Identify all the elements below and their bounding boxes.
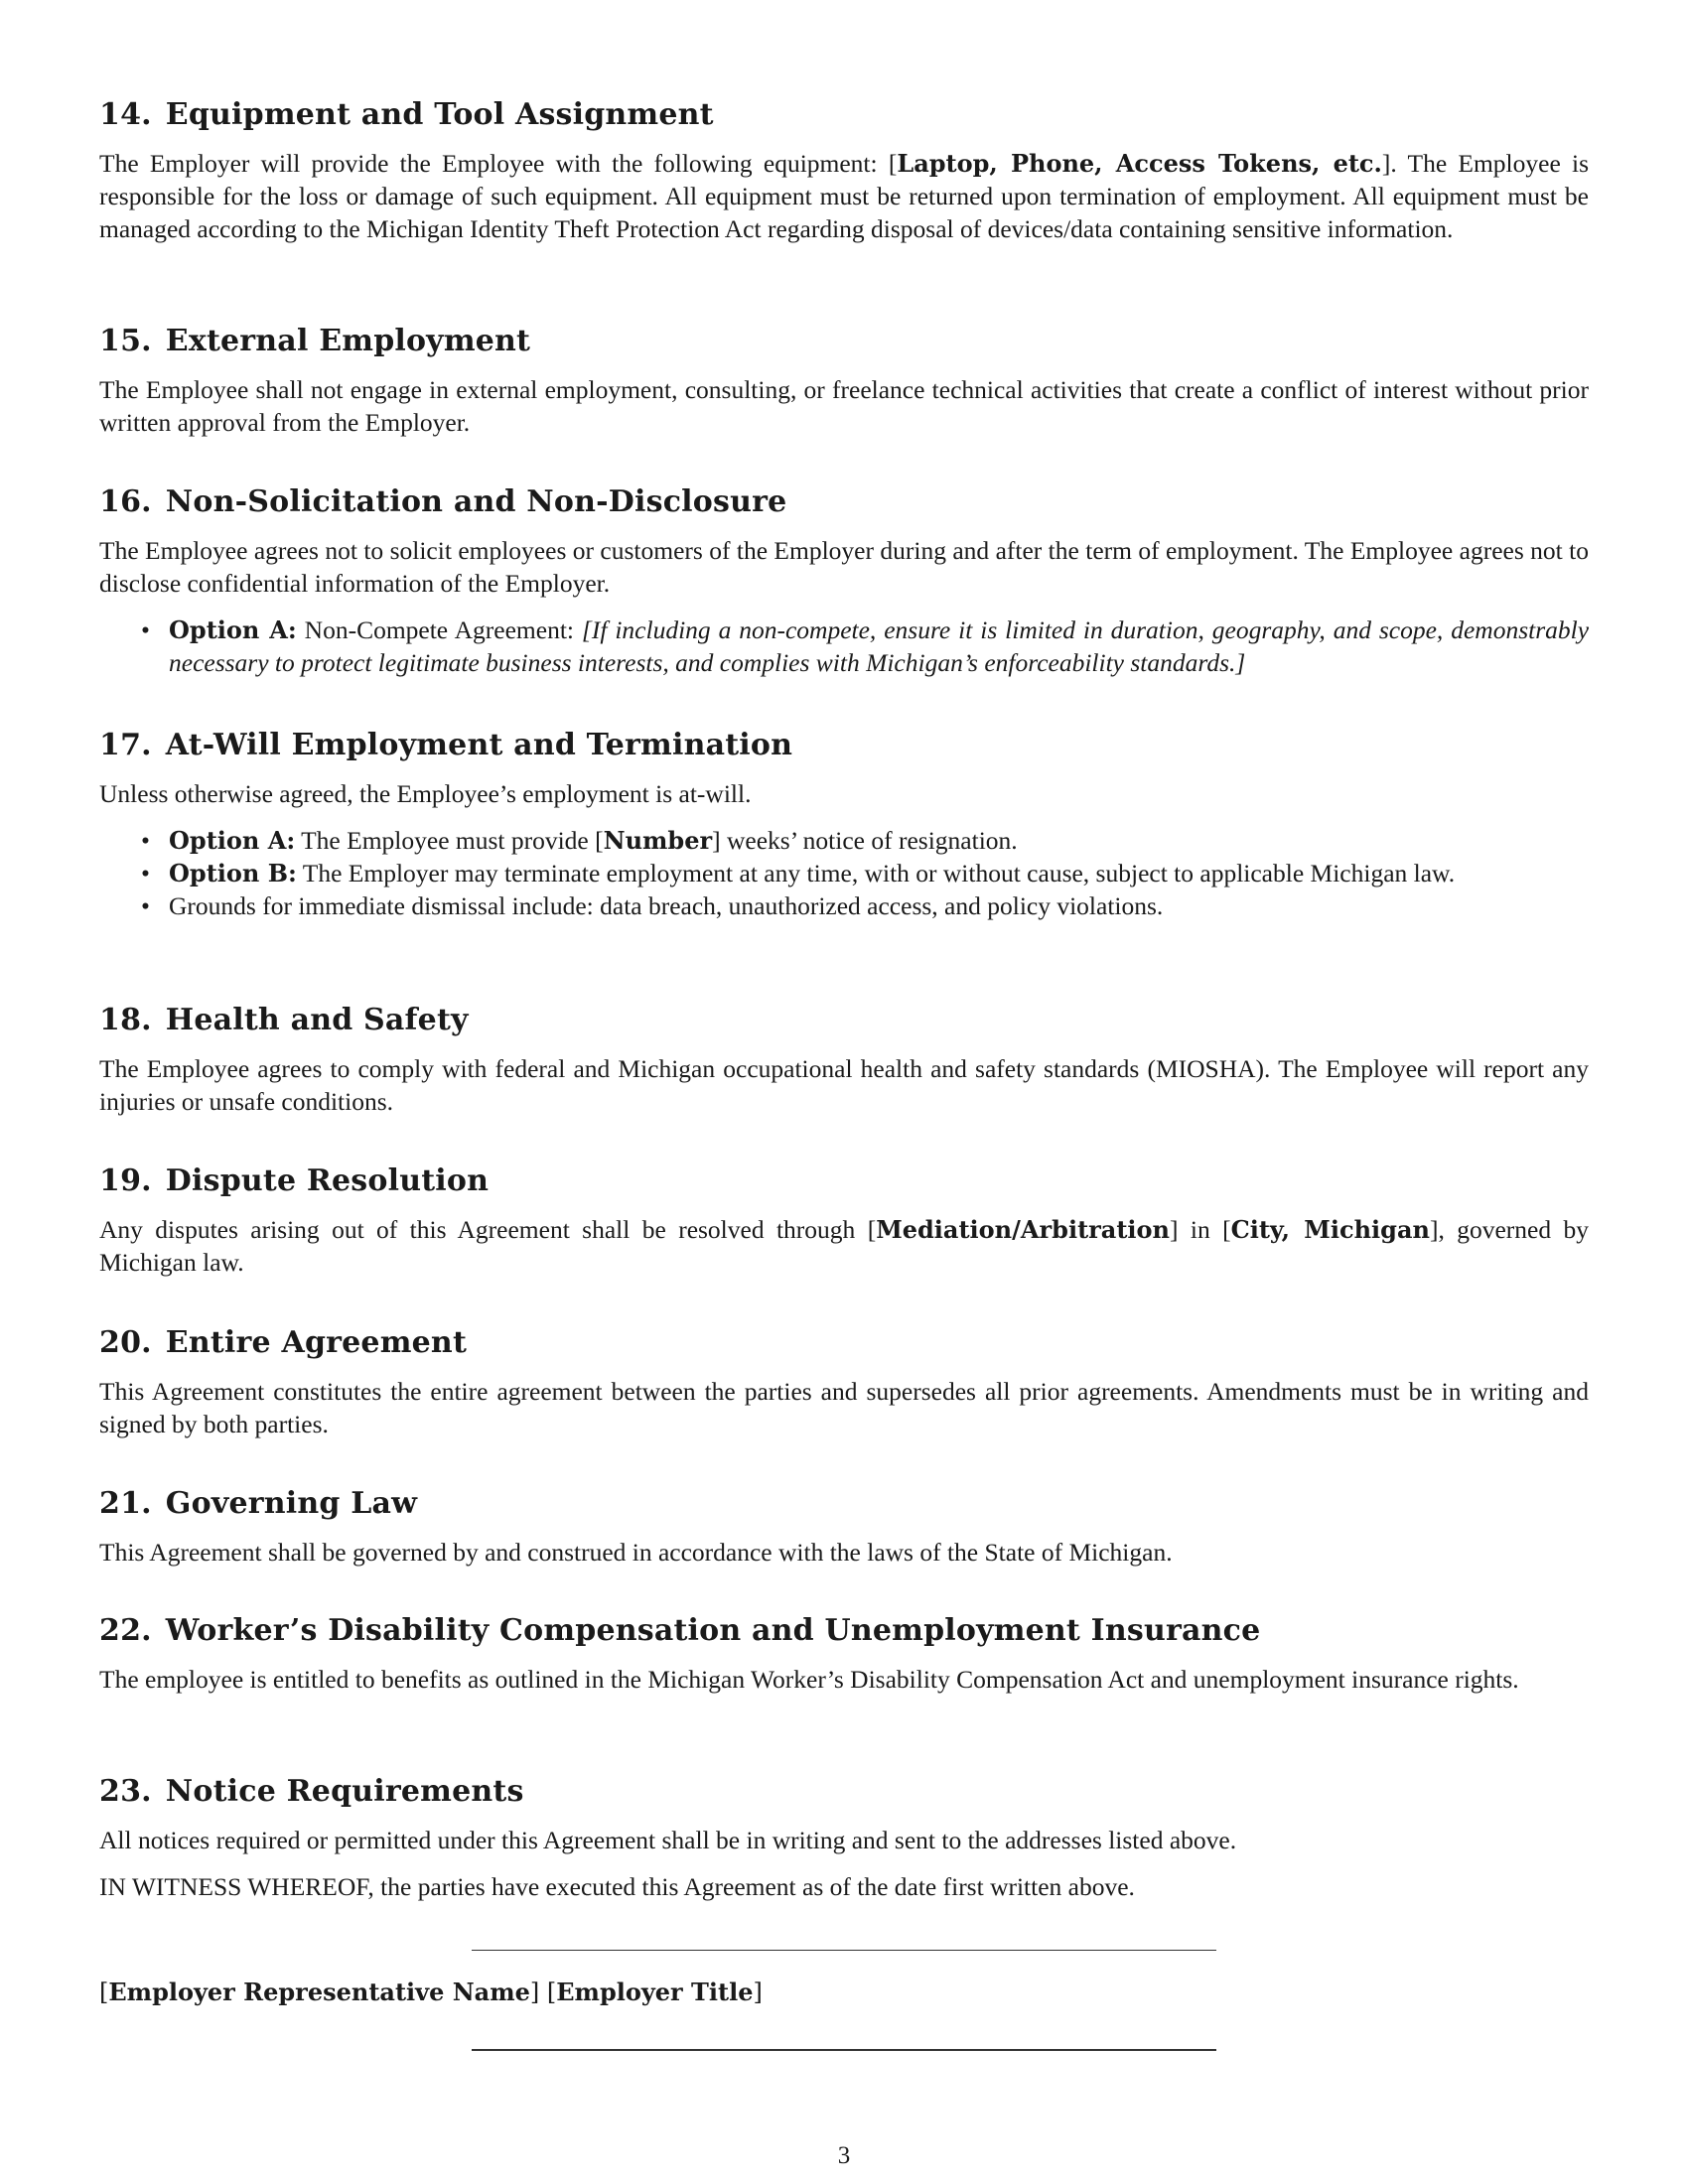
signature-line-employer <box>472 1950 1216 1951</box>
section-paragraph: Unless otherwise agreed, the Employee’s employment is at-will. <box>99 779 752 808</box>
text-run: ] in [ <box>1170 1215 1231 1244</box>
placeholder-rep-name: Employer Representative Name <box>108 1978 530 2006</box>
section-title: External Employment <box>165 324 531 358</box>
option-label: Option A: <box>169 826 296 855</box>
section-heading <box>99 1163 1589 1199</box>
section-22 <box>99 1613 1589 1696</box>
bullet-icon: • <box>141 859 150 887</box>
text-run: The Employer may terminate employment at any time, with or without cause, subject to applicable Michigan law. <box>302 859 1456 887</box>
section-14 <box>99 97 1589 245</box>
option-list <box>99 824 1589 922</box>
section-heading <box>99 1486 1589 1522</box>
section-title: Equipment and Tool Assignment <box>165 97 714 132</box>
signature-line-second <box>472 2049 1216 2051</box>
placeholder-equipment: Laptop, Phone, Access Tokens, etc. <box>897 149 1382 178</box>
text-run: Any disputes arising out of this Agreement shall be resolved through [ <box>99 1215 877 1244</box>
option-label: Option A: <box>169 615 297 644</box>
section-18 <box>99 1003 1589 1118</box>
section-paragraph: The Employee agrees not to solicit employees or customers of the Employer during and after the term of employment. The Employee agrees not to disclose confidential information of the Employer. <box>99 536 1589 598</box>
section-paragraph <box>99 147 1589 245</box>
section-number: 18. <box>99 1003 152 1037</box>
section-17 <box>99 728 1589 922</box>
section-19 <box>99 1163 1589 1279</box>
section-number: 22. <box>99 1613 152 1648</box>
section-number: 16. <box>99 484 152 519</box>
section-title: Entire Agreement <box>165 1325 467 1360</box>
text-run: ]. The Employee is responsible for the loss or damage of such equipment. All equipment must be returned upon termination of employment. All equipment must be managed according to the Michigan Identity Theft Protection Act regarding disposal of devices/data containing sensitive information. <box>99 149 1589 243</box>
section-paragraph <box>99 1213 1589 1279</box>
list-item <box>141 857 1589 889</box>
section-title: Dispute Resolution <box>165 1163 490 1198</box>
list-item <box>141 889 1589 922</box>
section-number: 23. <box>99 1774 152 1809</box>
section-title: Worker’s Disability Compensation and Unemployment Insurance <box>165 1613 1261 1648</box>
bullet-icon: • <box>141 891 150 920</box>
employer-signature-label <box>99 1978 763 2007</box>
section-heading <box>99 728 1589 763</box>
section-title: Notice Requirements <box>165 1774 524 1809</box>
section-heading <box>99 1325 1589 1361</box>
text-run: Grounds for immediate dismissal include: data breach, unauthorized access, and policy violations. <box>169 891 1164 920</box>
text-run: Non-Compete Agreement: <box>304 615 574 644</box>
section-paragraph: The employee is entitled to benefits as outlined in the Michigan Worker’s Disability Compensation Act and unemployment insurance rights. <box>99 1665 1519 1694</box>
text-run: The Employer will provide the Employee with the following equipment: [ <box>99 149 898 178</box>
option-list <box>99 614 1589 679</box>
section-number: 21. <box>99 1486 152 1521</box>
section-23 <box>99 1774 1589 1903</box>
section-15 <box>99 324 1589 439</box>
text-run: ] [ <box>529 1979 557 2006</box>
section-heading <box>99 484 1589 520</box>
section-heading <box>99 1003 1589 1038</box>
section-heading <box>99 97 1589 133</box>
section-title: At-Will Employment and Termination <box>165 728 793 762</box>
section-number: 20. <box>99 1325 152 1360</box>
drafting-note: [If including a non-compete, ensure it is limited in duration, geography, and scope, demonstrably necessary to protect legitimate business interests, and complies with Michigan’s enforceability standards.] <box>169 615 1590 677</box>
placeholder-number: Number <box>603 826 713 855</box>
section-paragraph: All notices required or permitted under this Agreement shall be in writing and sent to the addresses listed above. <box>99 1826 1237 1854</box>
section-number: 17. <box>99 728 152 762</box>
text-run: [ <box>99 1979 109 2006</box>
section-number: 15. <box>99 324 152 358</box>
section-paragraph: The Employee agrees to comply with federal and Michigan occupational health and safety standards (MIOSHA). The Employee will report any injuries or unsafe conditions. <box>99 1054 1589 1116</box>
section-number: 19. <box>99 1163 152 1198</box>
bullet-icon: • <box>141 615 150 644</box>
section-title: Non-Solicitation and Non-Disclosure <box>165 484 787 519</box>
section-heading <box>99 1613 1589 1649</box>
bullet-icon: • <box>141 826 150 855</box>
placeholder-rep-title: Employer Title <box>556 1978 754 2006</box>
placeholder-city: City, Michigan <box>1230 1215 1430 1244</box>
section-title: Governing Law <box>165 1486 418 1521</box>
page-number: 3 <box>837 2142 851 2169</box>
text-run: ] weeks’ notice of resignation. <box>712 826 1018 855</box>
text-run: ], governed by Michigan law. <box>99 1215 1589 1277</box>
section-20 <box>99 1325 1589 1440</box>
section-paragraph: This Agreement constitutes the entire agreement between the parties and supersedes all prior agreements. Amendments must be in writing and signed by both parties. <box>99 1377 1589 1438</box>
section-paragraph: The Employee shall not engage in external employment, consulting, or freelance technical activities that create a conflict of interest without prior written approval from the Employer. <box>99 375 1589 437</box>
placeholder-method: Mediation/Arbitration <box>876 1215 1171 1244</box>
section-16 <box>99 484 1589 679</box>
document-page <box>99 0 1589 2184</box>
text-run: ] <box>753 1979 763 2006</box>
list-item <box>141 824 1589 857</box>
option-label: Option B: <box>169 859 297 887</box>
section-number: 14. <box>99 97 152 132</box>
section-heading <box>99 1774 1589 1810</box>
witness-paragraph: IN WITNESS WHEREOF, the parties have executed this Agreement as of the date first written above. <box>99 1872 1135 1901</box>
section-heading <box>99 324 1589 359</box>
list-item <box>141 614 1590 679</box>
section-21 <box>99 1486 1589 1569</box>
section-paragraph: This Agreement shall be governed by and construed in accordance with the laws of the State of Michigan. <box>99 1538 1173 1567</box>
text-run: The Employee must provide [ <box>301 826 604 855</box>
section-title: Health and Safety <box>165 1003 469 1037</box>
